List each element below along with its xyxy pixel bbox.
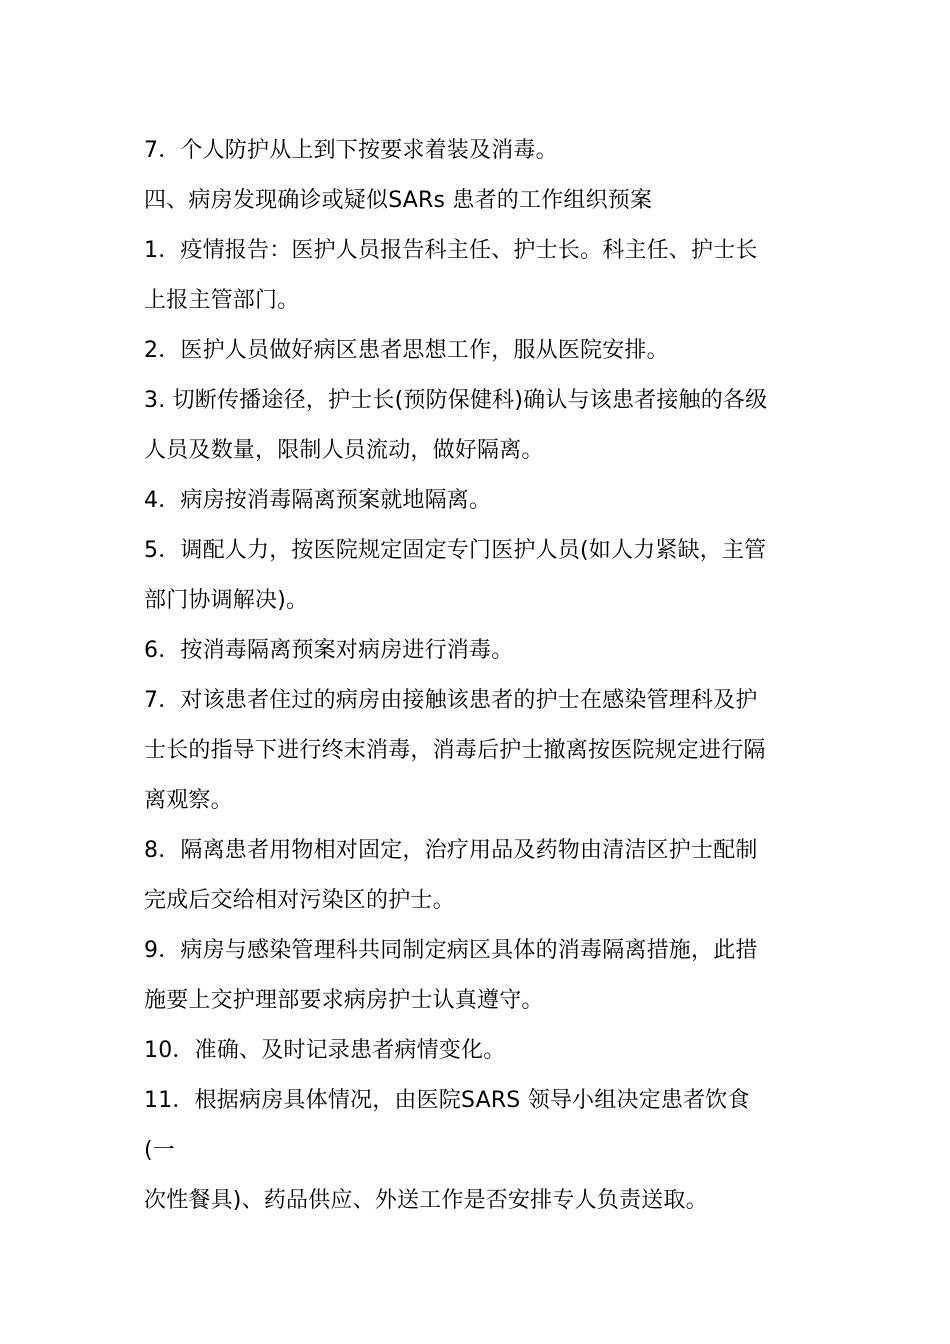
- text-line: 离观察。: [144, 788, 233, 813]
- text-line: 次性餐具)、药品供应、外送工作是否安排专人负责送取。: [144, 1188, 708, 1213]
- text-line: 7．对该患者住过的病房由接触该患者的护士在感染管理科及护: [144, 688, 758, 713]
- text-line: 11．根据病房具体情况，由医院SARS 领导小组决定患者饮食: [144, 1088, 750, 1113]
- text-line: 上报主管部门。: [144, 288, 300, 313]
- text-line: 9．病房与感染管理科共同制定病区具体的消毒隔离措施，此措: [144, 938, 758, 963]
- document-body: [144, 126, 814, 1226]
- text-line: 7．个人防护从上到下按要求着装及消毒。: [144, 138, 558, 163]
- text-line: 士长的指导下进行终末消毒，消毒后护士撤离按医院规定进行隔: [144, 738, 766, 763]
- text-line: 1．疫情报告：医护人员报告科主任、护士长。科主任、护士长: [144, 238, 758, 263]
- text-line: 部门协调解决)。: [144, 588, 309, 613]
- text-line: 施要上交护理部要求病房护士认真遵守。: [144, 988, 544, 1013]
- text-line: 人员及数量，限制人员流动，做好隔离。: [144, 438, 544, 463]
- section-heading: 四、病房发现确诊或疑似SARs 患者的工作组织预案: [144, 188, 653, 213]
- text-line: 10．准确、及时记录患者病情变化。: [144, 1038, 506, 1063]
- text-line: 完成后交给相对污染区的护士。: [144, 888, 455, 913]
- text-line: 4．病房按消毒隔离预案就地隔离。: [144, 488, 492, 513]
- text-line: 3. 切断传播途径，护士长(预防保健科)确认与该患者接触的各级: [144, 388, 768, 413]
- text-line: 5．调配人力，按医院规定固定专门医护人员(如人力紧缺，主管: [144, 538, 767, 563]
- text-line: 2．医护人员做好病区患者思想工作，服从医院安排。: [144, 338, 669, 363]
- text-line: 6．按消毒隔离预案对病房进行消毒。: [144, 638, 514, 663]
- text-line: 8．隔离患者用物相对固定，治疗用品及药物由清洁区护士配制: [144, 838, 758, 863]
- text-line: (一: [144, 1138, 175, 1163]
